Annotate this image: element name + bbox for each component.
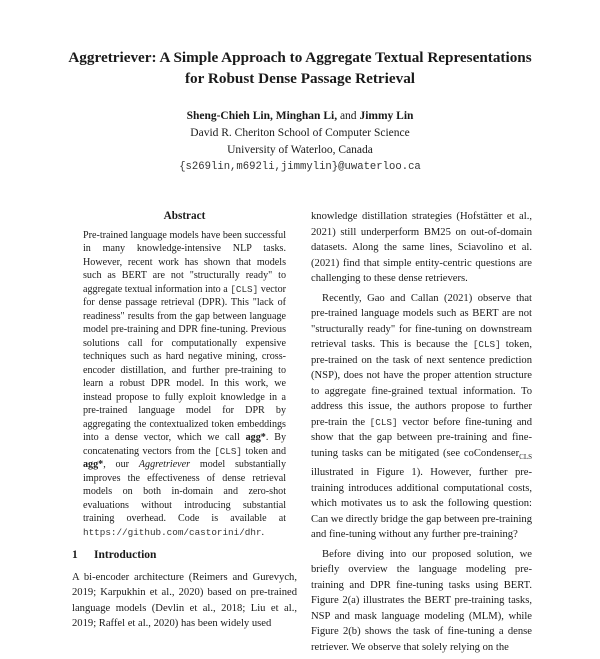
section-title: Introduction (94, 549, 157, 561)
model-name: Aggretriever (138, 459, 191, 470)
affiliation-line-2: University of Waterloo, Canada (227, 144, 373, 156)
code-link[interactable]: https://github.com/castorini/dhr (83, 526, 262, 538)
author-names (60, 108, 540, 125)
cls-token: [CLS] (472, 339, 501, 350)
agg-term: agg* (245, 432, 266, 443)
section-heading-introduction (72, 548, 297, 564)
cls-token: [CLS] (369, 416, 398, 428)
cls-token: [CLS] (230, 283, 259, 295)
author-block (60, 108, 540, 176)
authors-and: and (337, 110, 360, 122)
right-paragraph-2: Recently, Gao and Callan (2021) observe that pre-trained language models such as BERT are not "structurally ready" for fine-tuning on downstream retrieval tasks. This is because the [CLS] token, pre-trained on the task of next sentence prediction (NSP), does not have the proper attention structure to aggregate fine-grained textual information. To address this issue, the authors propose to further pre-train the [CLS] vector before fine-tuning and show that the gap between pre-training and fine-tuning tasks can be mitigated (see coCondenser$_{CLS}$ illustrated in Figure 1). However, further pre-training introduces additional computational costs, which motivates us to ask the following question: Can we directly bridge the gap between pre-training and fine-tuning without any further pre-training? (311, 292, 532, 541)
authors-first: Sheng-Chieh Lin, Minghan Li, (186, 110, 338, 122)
affiliation-line-1: David R. Cheriton School of Computer Science (190, 127, 410, 139)
cls-subscript: CLS (519, 452, 532, 461)
title-line-1: Aggretriever: A Simple Approach to Aggregate Textual Representations (68, 49, 532, 66)
cls-token: [CLS] (214, 445, 243, 457)
paper-title (60, 47, 540, 89)
authors-last: Jimmy Lin (359, 110, 414, 122)
right-paragraph-3: Before diving into our proposed solution, we briefly overview the language modeling pre-training and DPR fine-tuning tasks using BERT. Figure 2(a) illustrates the BERT pre-training tasks, NSP and mask language modeling (MLM), while Figure 2(b) shows the task of fine-tuning a dense retriever. We observe that solely relying on the (311, 548, 532, 653)
abstract-text: Pre-trained language models have been successful in many knowledge-intensive NLP tasks. However, recent work has shown that models such as BERT are not "structurally ready" to aggregate textual information into a [CLS] vector for dense passage retrieval (DPR). This "lack of readiness" results from the gap between language model pre-training and DPR fine-tuning. Previous solutions call for computationally expensive techniques such as hard negative mining, cross-encoder distillation, and further pre-training to learn a robust DPR model. In this work, we instead propose to fully exploit knowledge in a pre-trained language model for DPR by aggregating the contextualized token embeddings into a dense vector, which we call agg*. By concatenating vectors from the [CLS] token and agg*, our Aggretriever model substantially improves the effectiveness of dense retrieval models on both in-domain and zero-shot evaluations without introducing substantial training overhead. Code is available at https://github.com/castorini/dhr. (83, 229, 286, 538)
title-line-2: for Robust Dense Passage Retrieval (184, 70, 416, 87)
section-number: 1 (72, 549, 78, 561)
right-column (311, 209, 532, 659)
abstract-heading: Abstract (163, 210, 206, 222)
intro-paragraph: A bi-encoder architecture (Reimers and Gurevych, 2019; Karpukhin et al., 2020) based on pre-trained language models (Devlin et al., 2018; Liu et al., 2019; Raffel et al., 2020) has been widely used (72, 571, 297, 629)
agg-term: agg* (83, 459, 104, 470)
right-paragraph-1: knowledge distillation strategies (Hofstätter et al., 2021) still underperform BM25 on out-of-domain datasets. Along the same lines, Sciavolino et al. (2021) find that simple entity-centric questions are challenging to these dense retrievers. (311, 211, 532, 284)
author-email: {s269lin,m692li,jimmylin}@uwaterloo.ca (179, 161, 421, 173)
left-column (72, 209, 297, 632)
